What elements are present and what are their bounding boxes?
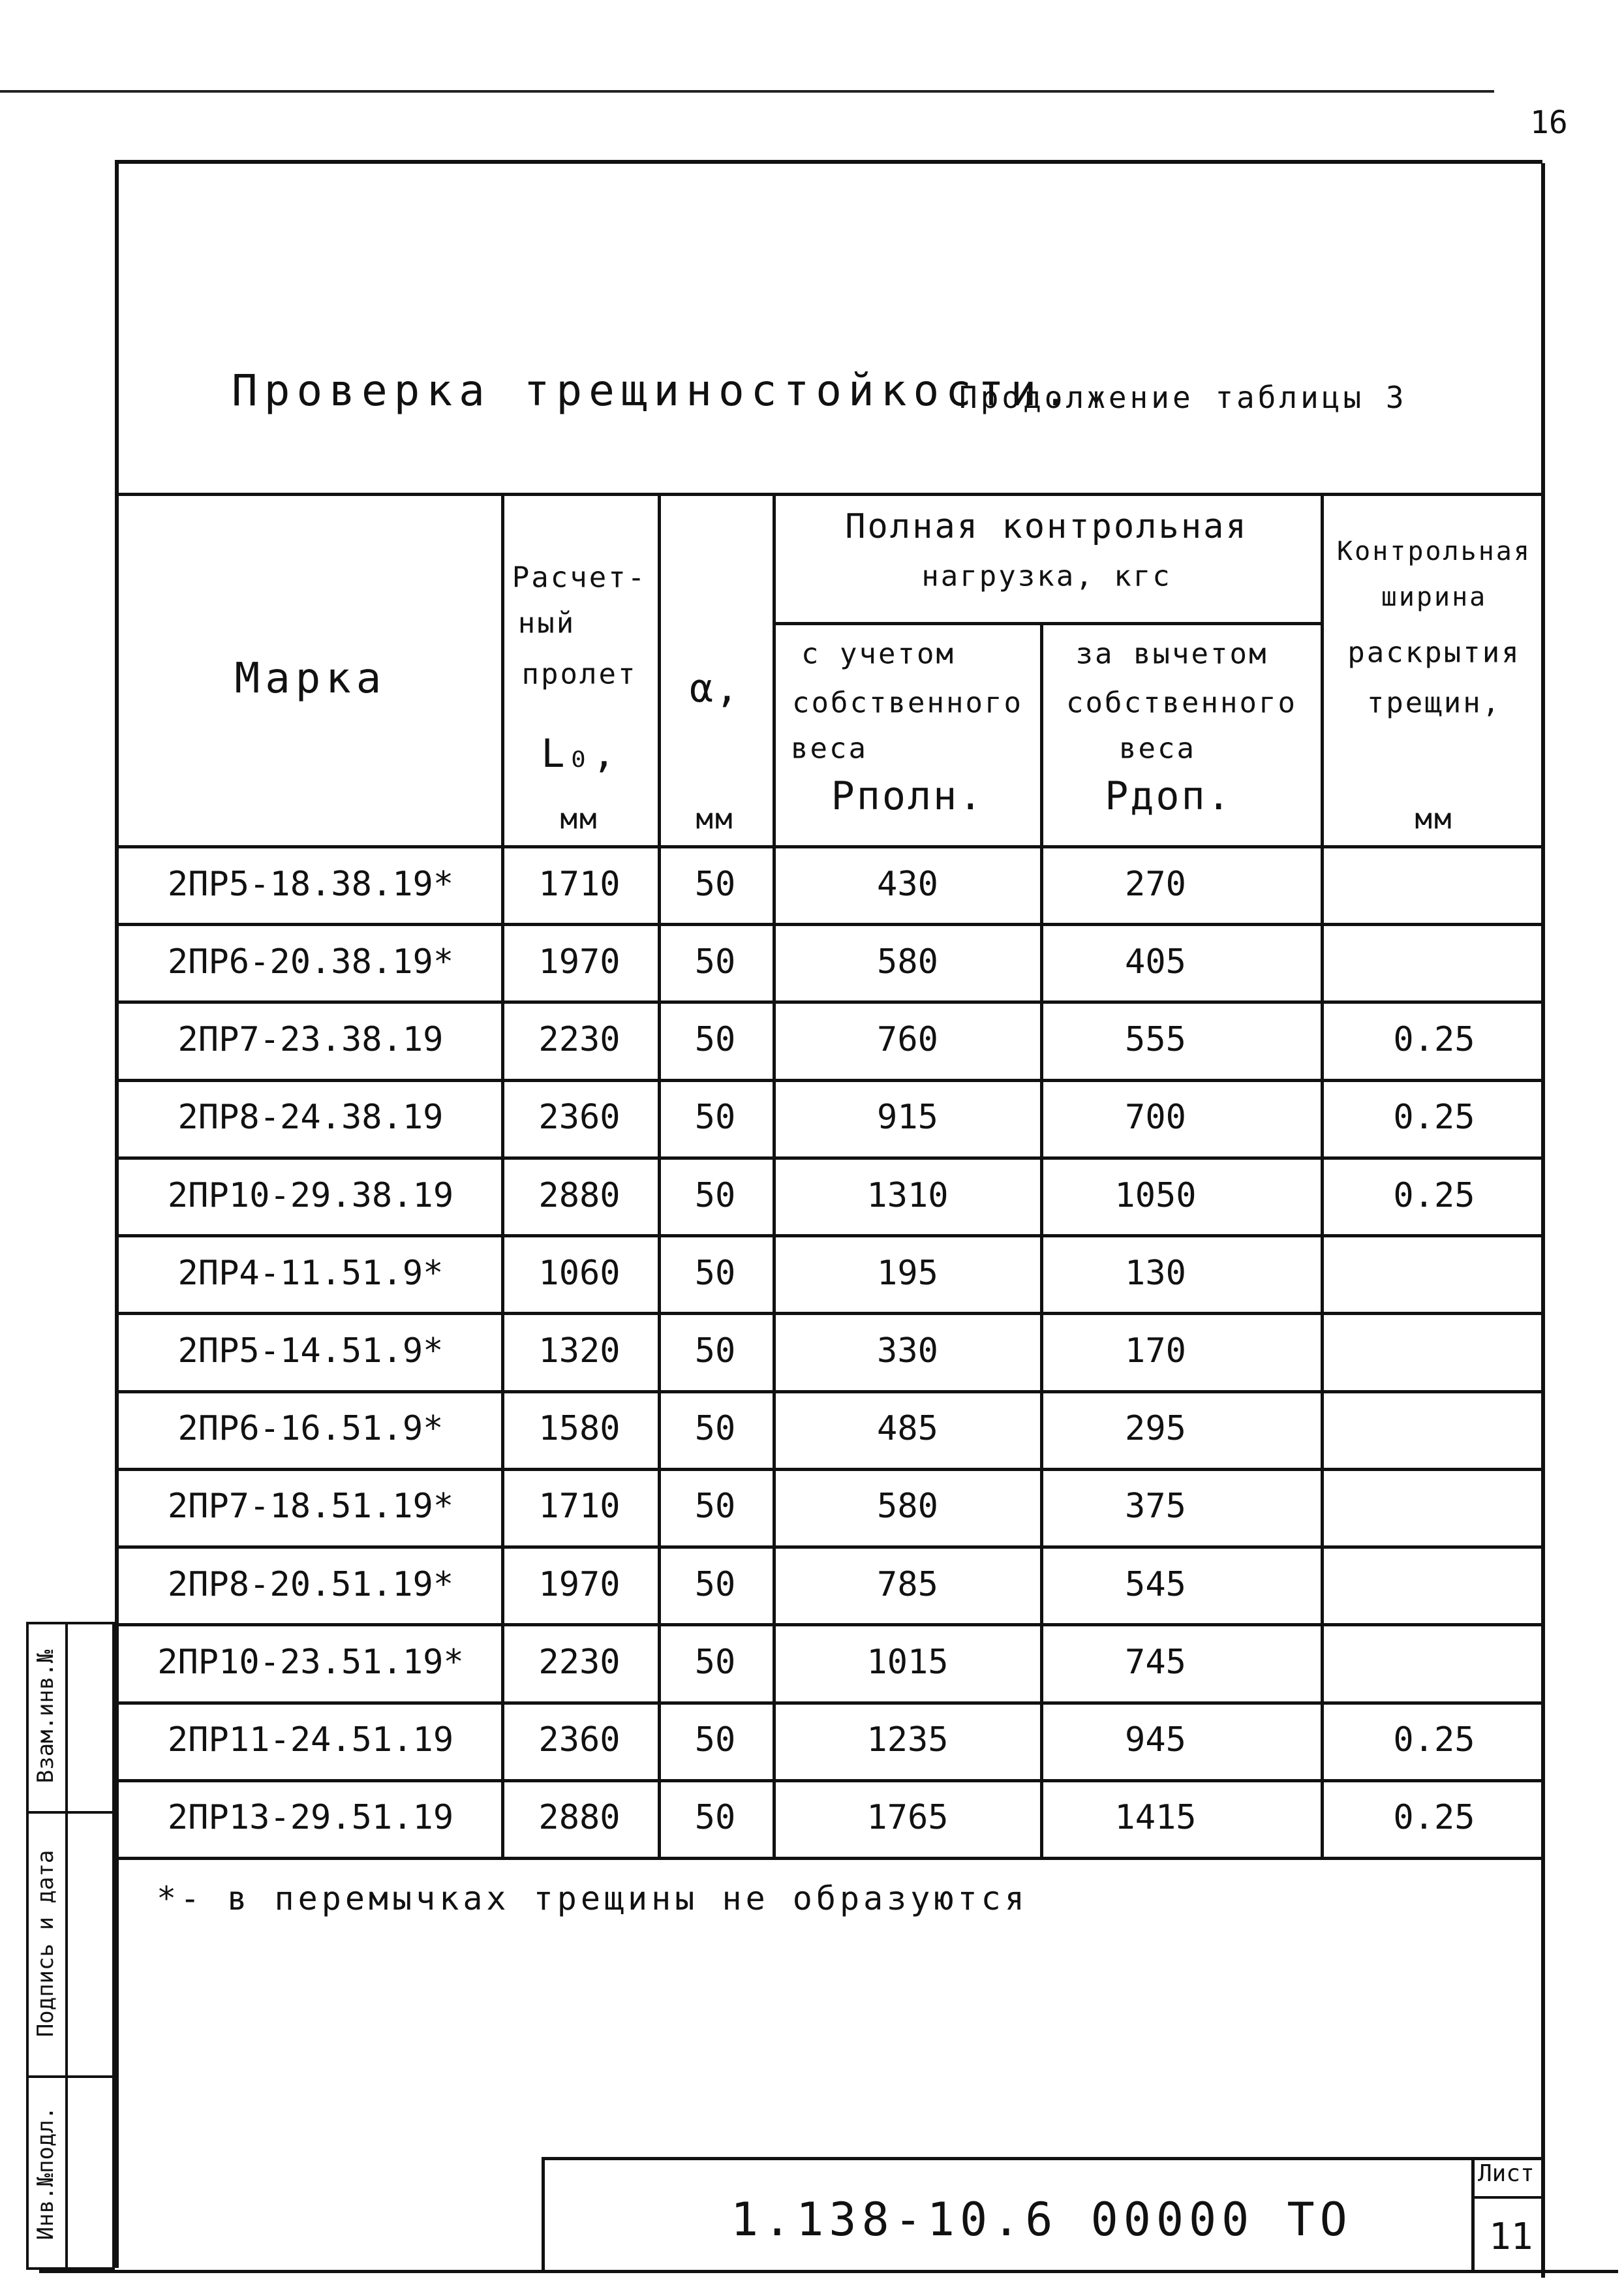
row-divider [115, 1156, 1545, 1160]
cell-mark: 2ПР6-16.51.9* [177, 1409, 444, 1449]
cell-mark: 2ПР8-20.51.19* [167, 1564, 454, 1604]
header-span-line3: пролет [521, 657, 637, 691]
cell-p-allow: 130 [1125, 1253, 1186, 1293]
header-crack-line1: Контрольная [1337, 536, 1531, 566]
cell-mark: 2ПР10-29.38.19 [167, 1175, 454, 1215]
table-top-border [115, 493, 1545, 496]
cell-mark: 2ПР6-20.38.19* [167, 942, 454, 982]
cell-p-allow: 295 [1125, 1409, 1186, 1449]
header-crack-line2: ширина [1381, 582, 1488, 612]
load-header-divider [773, 622, 1321, 625]
cell-p-allow: 545 [1125, 1564, 1186, 1604]
cell-span: 2880 [538, 1798, 620, 1838]
cell-mark: 2ПР11-24.51.19 [167, 1720, 454, 1760]
cell-a: 50 [694, 1175, 736, 1215]
cell-p-full: 195 [877, 1253, 938, 1293]
cell-span: 1320 [538, 1331, 620, 1371]
header-span-line1: Расчет- [512, 561, 647, 595]
row-divider [115, 1312, 1545, 1315]
col-divider-4 [1040, 622, 1043, 1857]
sheet-box-divider [1471, 2196, 1545, 2199]
title-continuation: Продолжение таблицы 3 [959, 380, 1407, 415]
cell-span: 2230 [538, 1020, 620, 1060]
cell-span: 1060 [538, 1253, 620, 1293]
cell-span: 1970 [538, 942, 620, 982]
cell-a: 50 [694, 1331, 736, 1371]
header-load-title-line1: Полная контрольная [845, 507, 1248, 546]
cell-p-allow: 270 [1125, 864, 1186, 904]
cell-p-allow: 555 [1125, 1020, 1186, 1060]
cell-span: 1710 [538, 864, 620, 904]
cell-crack: 0.25 [1393, 1720, 1475, 1760]
cell-p-full: 915 [877, 1098, 938, 1138]
cell-a: 50 [694, 942, 736, 982]
cell-span: 2880 [538, 1175, 620, 1215]
row-divider [115, 1701, 1545, 1705]
header-load-title-line2: нагрузка, кгс [921, 559, 1172, 593]
document-code: 1.138-10.6 00000 ТО [731, 2193, 1353, 2246]
row-divider [115, 1468, 1545, 1471]
cell-crack: 0.25 [1393, 1098, 1475, 1138]
cell-p-full: 1765 [866, 1798, 949, 1838]
header-load-with-symbol: Pполн. [831, 773, 985, 819]
side-stamp-row-divider-2 [26, 2075, 115, 2078]
side-label-sign-date: Подпись и дата [33, 1850, 59, 2038]
header-a-unit: мм [696, 802, 735, 836]
cell-mark: 2ПР4-11.51.9* [177, 1253, 444, 1293]
cell-p-allow: 375 [1125, 1487, 1186, 1527]
sheet-label: Лист [1478, 2160, 1535, 2187]
footnote: *- в перемычках трещины не образуются [157, 1880, 1028, 1917]
cell-span: 2360 [538, 1720, 620, 1760]
cell-a: 50 [694, 864, 736, 904]
col-divider-5 [1321, 493, 1324, 1857]
sheet-number: 11 [1489, 2216, 1533, 2258]
cell-a: 50 [694, 1487, 736, 1527]
row-divider [115, 1623, 1545, 1626]
cell-p-full: 485 [877, 1409, 938, 1449]
cell-p-allow: 745 [1125, 1642, 1186, 1682]
side-stamp-column-divider [65, 1622, 68, 2270]
cell-mark: 2ПР5-14.51.9* [177, 1331, 444, 1371]
cell-a: 50 [694, 1642, 736, 1682]
cell-crack: 0.25 [1393, 1175, 1475, 1215]
side-label-vzam-inv: Взам.инв.№ [33, 1649, 59, 1784]
header-load-without-line1: за вычетом [1075, 637, 1268, 671]
header-span-unit: мм [560, 802, 599, 836]
cell-p-full: 760 [877, 1020, 938, 1060]
side-label-inv-podl: Инв.№подл. [33, 2106, 59, 2240]
cell-a: 50 [694, 1409, 736, 1449]
cell-p-allow: 700 [1125, 1098, 1186, 1138]
row-divider [115, 1857, 1545, 1860]
header-crack-line3: раскрытия [1347, 636, 1521, 670]
cell-span: 1580 [538, 1409, 620, 1449]
cell-a: 50 [694, 1020, 736, 1060]
cell-p-allow: 1050 [1114, 1175, 1197, 1215]
header-mark: Марка [234, 655, 387, 703]
header-load-with-line3: веса [791, 732, 868, 766]
cell-p-full: 330 [877, 1331, 938, 1371]
cell-a: 50 [694, 1564, 736, 1604]
header-bottom-border [115, 845, 1545, 848]
crack-resistance-table [115, 493, 1545, 1857]
cell-p-allow: 170 [1125, 1331, 1186, 1371]
cell-crack: 0.25 [1393, 1798, 1475, 1838]
row-divider [115, 1079, 1545, 1082]
cell-span: 1710 [538, 1487, 620, 1527]
cell-p-allow: 405 [1125, 942, 1186, 982]
cell-a: 50 [694, 1098, 736, 1138]
col-divider-2 [658, 493, 661, 1857]
header-crack-line4: трещин, [1366, 686, 1502, 720]
header-load-without-line3: веса [1119, 732, 1196, 766]
cell-a: 50 [694, 1798, 736, 1838]
cell-mark: 2ПР8-24.38.19 [177, 1098, 444, 1138]
cell-p-full: 785 [877, 1564, 938, 1604]
row-divider [115, 1545, 1545, 1549]
cell-p-full: 430 [877, 864, 938, 904]
cell-p-allow: 945 [1125, 1720, 1186, 1760]
cell-crack: 0.25 [1393, 1020, 1475, 1060]
side-stamp-row-divider-1 [26, 1811, 115, 1814]
cell-p-full: 1310 [866, 1175, 949, 1215]
row-divider [115, 1779, 1545, 1782]
header-crack-unit: мм [1415, 802, 1454, 836]
cell-mark: 2ПР7-18.51.19* [167, 1487, 454, 1527]
cell-mark: 2ПР10-23.51.19* [157, 1642, 464, 1682]
row-divider [115, 1000, 1545, 1004]
row-divider [115, 1390, 1545, 1393]
header-a-symbol: α, [689, 666, 741, 711]
cell-span: 1970 [538, 1564, 620, 1604]
frame-bottom-border [39, 2270, 1618, 2273]
col-divider-1 [501, 493, 504, 1857]
cell-a: 50 [694, 1253, 736, 1293]
header-load-without-symbol: Pдоп. [1105, 773, 1233, 819]
cell-p-full: 1015 [866, 1642, 949, 1682]
header-span-symbol: L₀, [541, 731, 618, 777]
cell-p-allow: 1415 [1114, 1798, 1197, 1838]
cell-p-full: 580 [877, 942, 938, 982]
cell-mark: 2ПР13-29.51.19 [167, 1798, 454, 1838]
col-divider-3 [773, 493, 776, 1857]
row-divider [115, 923, 1545, 926]
header-load-with-line1: с учетом [801, 637, 955, 671]
cell-mark: 2ПР7-23.38.19 [177, 1020, 444, 1060]
row-divider [115, 1234, 1545, 1237]
cell-a: 50 [694, 1720, 736, 1760]
cell-span: 2360 [538, 1098, 620, 1138]
cell-p-full: 580 [877, 1487, 938, 1527]
page-title: Проверка трещиностойкости. [232, 365, 1076, 416]
header-load-with-line2: собственного [792, 686, 1023, 720]
cell-mark: 2ПР5-18.38.19* [167, 864, 454, 904]
cell-span: 2230 [538, 1642, 620, 1682]
top-edge-line [0, 90, 1494, 93]
header-span-line2: ный [517, 606, 576, 640]
cell-p-full: 1235 [866, 1720, 949, 1760]
corner-number: 16 [1530, 104, 1568, 141]
header-load-without-line2: собственного [1066, 686, 1297, 720]
